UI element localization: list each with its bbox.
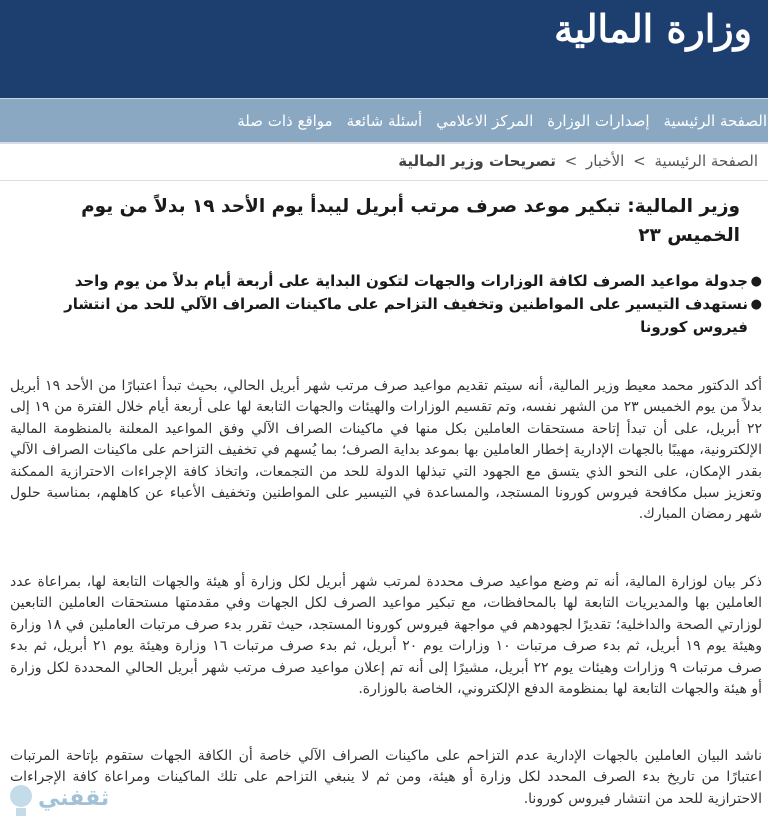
nav-item-publications[interactable]: إصدارات الوزارة [547,111,650,130]
article-paragraph: أكد الدكتور محمد معيط وزير المالية، أنه سيتم تقديم مواعيد صرف مرتب شهر أبريل الحالي، بحيث تبدأ اعتبارًا من الأحد ١٩ أبريل بدلاً من يوم الخميس ٢٣ من الشهر نفسه، وتم تقسيم الوزارات والهيئات والجهات التابعة لها على أربعة أيام خلال الفترة من ١٩ إلى ٢٢ أبريل، على أن تبدأ إتاحة مستحقات العاملين بكل منها في ماكينات الصراف الآلي وفق المواعيد المعلنة بالمنظومة المالية الإلكترونية، مهيبًا بالجهات الإدارية إخطار العاملين بها بموعد بداية الصرف؛ بما يُسهم في تخفيف التزاحم على ماكينات الصراف الآلي بقدر الإمكان، على النحو الذي يتسق مع الجهود التي تبذلها الدولة للحد من التجمعات، واتخاذ كافة الإجراءات الاحترازية الممكنة وتعزيز سبل مكافحة فيروس كورونا المستجد، والمساعدة في التيسير على المواطنين وتخفيف الأعباء عن كاهلهم، بمناسبة حلول شهر رمضان المبارك. [10,378,763,523]
nav-item-faq[interactable]: أسئلة شائعة [346,111,423,130]
article-highlights [10,270,762,339]
watermark-text: ثقفني [38,786,110,811]
nav-item-home[interactable]: الصفحة الرئيسية [663,111,767,130]
breadcrumb [10,152,758,170]
breadcrumb-separator: > [564,152,578,170]
article-title: وزير المالية: تبكير موعد صرف مرتب أبريل ليبدأ يوم الأحد ١٩ بدلاً من يوم الخميس ٢٣ [81,196,740,246]
article-paragraph: ذكر بيان لوزارة المالية، أنه تم وضع مواعيد صرف محددة لمرتب شهر أبريل لكل وزارة أو هيئة والجهات التابعة لها، بمراعاة عدد العاملين بها والمديريات التابعة لها بالمحافظات، مع تبكير مواعيد الصرف لكل الجهات وفي مقدمتها مستحقات العاملين التابعين لوزارتي الصحة والداخلية؛ تقديرًا لجهودهم في مواجهة فيروس كورونا المستجد، حيث تقرر بدء صرف مرتبات العاملين في ١٨ وزارة وهيئة يوم ١٩ أبريل، ثم بدء صرف مرتبات ١٠ وزارات يوم ٢٠ أبريل، ثم بدء صرف مرتبات ١٦ وزارة وهيئة يوم ٢١ أبريل، ثم بدء صرف مرتبات ٩ وزارات وهيئات يوم ٢٢ أبريل، مشيرًا إلى أنه تم إعلان مواعيد صرف مرتب شهر أبريل الحالي المحددة لكل وزارة أو هيئة والجهات التابعة لها بمنظومة الدفع الإلكتروني، الخاصة بالوزارة. [10,574,763,698]
divider [0,180,768,181]
highlight-item [10,270,762,293]
nav-item-media-center[interactable]: المركز الاعلامي [436,111,534,130]
breadcrumb-current: تصريحات وزير المالية [398,152,556,170]
main-nav [0,98,768,144]
lightbulb-icon [6,782,36,820]
highlight-text: نستهدف التيسير على المواطنين وتخفيف التزاحم على ماكينات الصراف الآلي للحد من انتشار فيروس كورونا [64,295,748,336]
watermark [6,782,110,822]
bullet-icon: ● [750,297,762,312]
highlight-text: جدولة مواعيد الصرف لكافة الوزارات والجهات لتكون البداية على أربعة أيام بدلاً من يوم واحد [74,272,748,290]
breadcrumb-separator: > [633,152,646,170]
ministry-logo[interactable]: وزارة المالية [554,6,752,51]
site-header [0,0,768,98]
highlight-item [10,293,762,339]
bullet-icon: ● [750,274,762,289]
nav-item-related-sites[interactable]: مواقع ذات صلة [237,111,333,130]
breadcrumb-home[interactable]: الصفحة الرئيسية [654,152,758,170]
article-paragraph: ناشد البيان العاملين بالجهات الإدارية عدم التزاحم على ماكينات الصراف الآلي خاصة أن الكافة الجهات ستقوم بإتاحة المرتبات اعتبارًا من تاريخ بدء الصرف المحدد لكل وزارة أو هيئة، ومن ثم لا ينبغي التزاحم على تلك الماكينات ومراعاة كافة الإجراءات الاحترازية للحد من انتشار فيروس كورونا. [10,748,762,807]
breadcrumb-news[interactable]: الأخبار [586,152,625,170]
